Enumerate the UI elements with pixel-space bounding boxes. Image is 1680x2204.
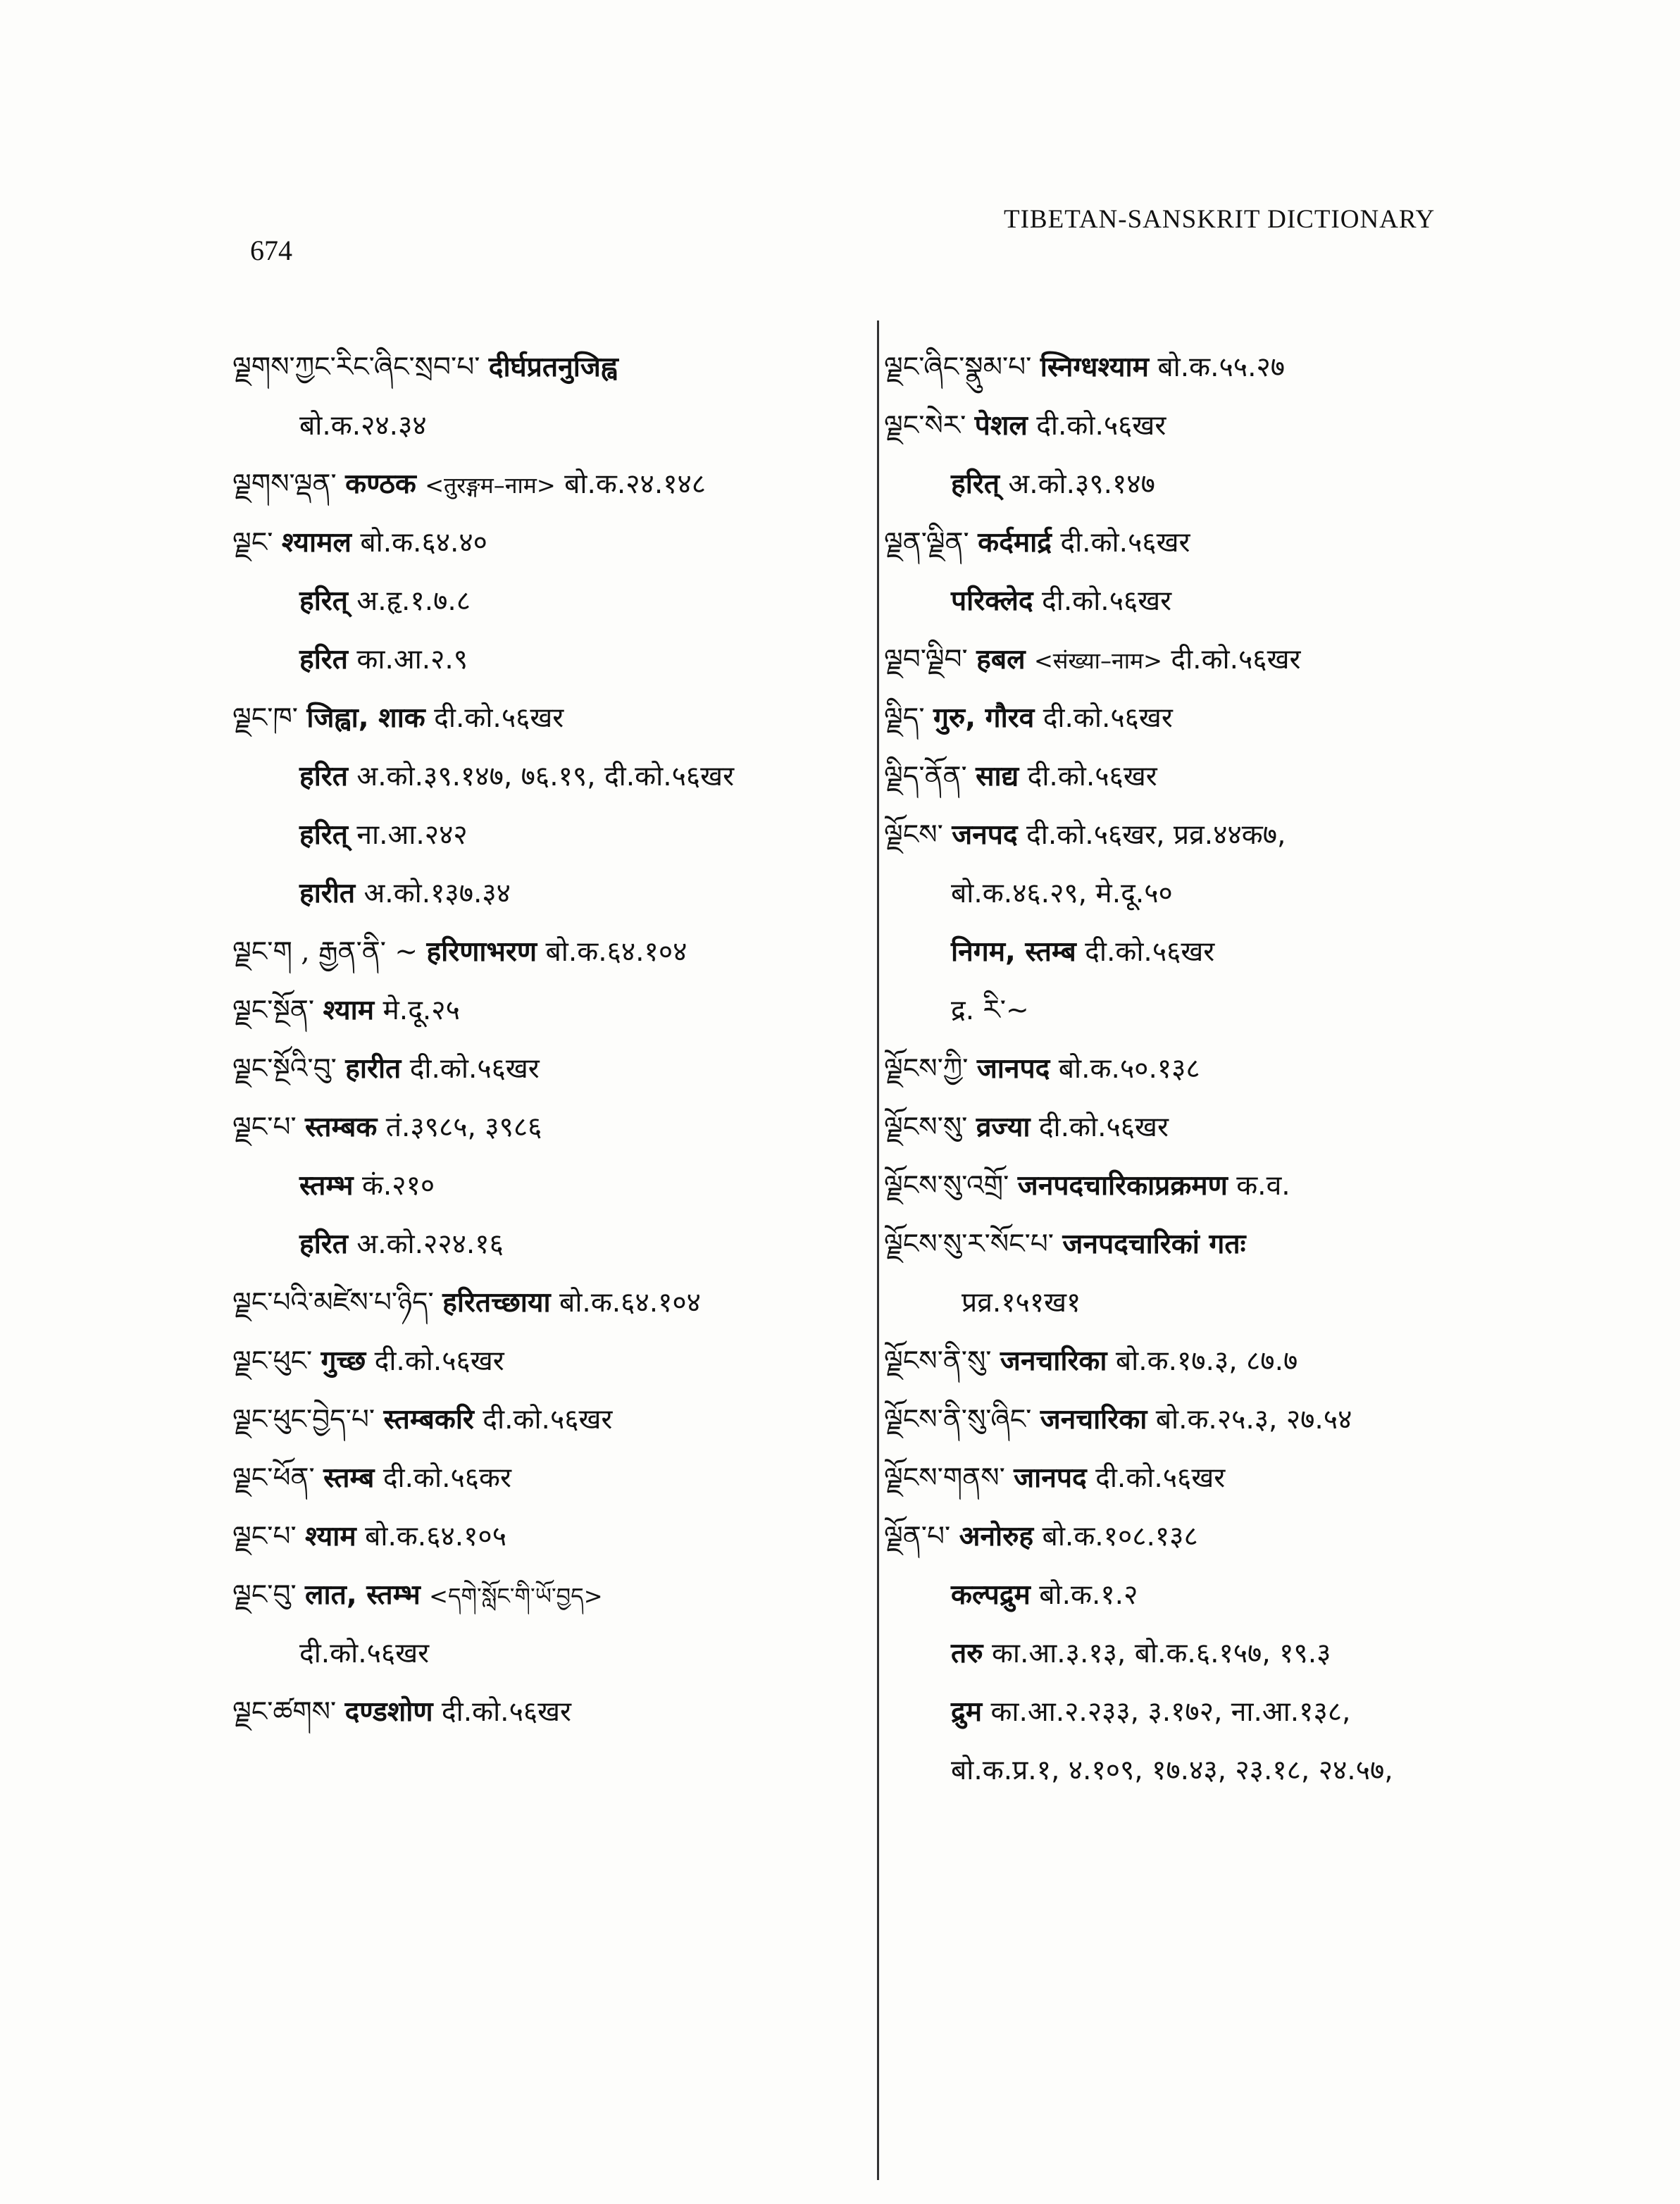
dictionary-entry	[232, 1566, 859, 1624]
entry-reference: बो.क.५०.१३८	[1058, 1053, 1200, 1085]
sanskrit-equivalent: दण्डशोण	[344, 1696, 433, 1728]
tibetan-headword: ལྗོངས་ཀྱི་	[884, 1053, 969, 1085]
sanskrit-equivalent: हरिणाभरण	[426, 936, 537, 968]
entry-reference: बो.क.१.२	[1039, 1579, 1138, 1611]
entry-reference: का.आ.३.१३, बो.क.६.१५७, १९.३	[991, 1638, 1331, 1669]
dictionary-entry	[232, 981, 859, 1040]
dictionary-entry	[232, 1040, 859, 1098]
sanskrit-equivalent: गुरु, गौरव	[933, 702, 1035, 734]
tibetan-headword: ལྗིད་ནོན་	[884, 761, 967, 792]
sanskrit-equivalent: हरित	[299, 761, 348, 792]
entry-reference: ना.आ.२४२	[356, 819, 468, 851]
entry-reference: मे.दू.२५	[382, 995, 460, 1026]
entry-reference: बो.क.६४.१०४	[545, 936, 687, 968]
entry-note: <དགེ་སློང་གི་ཡོ་བྱད>	[429, 1583, 603, 1610]
sanskrit-equivalent: स्तम्भ	[299, 1170, 354, 1202]
sanskrit-equivalent: स्तम्ब	[323, 1462, 375, 1494]
entry-reference: दी.को.५६खर	[1171, 644, 1301, 675]
entry-reference: बो.क.६४.१०४	[559, 1287, 701, 1319]
dictionary-entry	[884, 1040, 1645, 1098]
sanskrit-equivalent: दीर्घप्रतनुजिह्व	[488, 351, 618, 383]
dictionary-entry	[884, 1566, 1645, 1624]
dictionary-entry	[884, 1624, 1645, 1683]
sanskrit-equivalent: हरित	[299, 1228, 348, 1260]
tibetan-headword: ལྗང་	[232, 527, 273, 559]
tibetan-headword: ལྗང་ག , རྒྱན་ནི་ ~	[232, 936, 418, 968]
dictionary-entry	[884, 572, 1645, 630]
entry-reference: कं.२१०	[361, 1170, 435, 1202]
sanskrit-equivalent: हबल	[976, 644, 1026, 675]
dictionary-entry	[884, 1274, 1645, 1332]
sanskrit-equivalent: द्रुम	[951, 1696, 983, 1728]
dictionary-entry	[232, 1215, 859, 1274]
entry-reference: दी.को.५६खर	[1042, 585, 1172, 617]
entry-reference: दी.को.५६खर	[1085, 936, 1215, 968]
entry-reference: का.आ.२.९	[356, 644, 468, 675]
entry-reference: दी.को.५६खर	[434, 702, 564, 734]
entry-reference: दी.को.५६खर	[1095, 1462, 1226, 1494]
dictionary-entry	[884, 1157, 1645, 1215]
entry-reference: दी.को.५६खर	[441, 1696, 571, 1728]
tibetan-headword: ལྗགས་ལྡན་	[232, 468, 337, 500]
sanskrit-equivalent: जानपद	[1014, 1462, 1087, 1494]
tibetan-headword: ལྗང་བུ་	[232, 1579, 297, 1611]
sanskrit-equivalent: स्तम्बक	[305, 1112, 378, 1143]
entry-reference: अ.हृ.१.७.८	[356, 585, 471, 617]
entry-reference: का.आ.२.२३३, ३.१७२, ना.आ.१३८,	[990, 1696, 1351, 1728]
sanskrit-equivalent: जानपद	[976, 1053, 1050, 1085]
tibetan-headword: ལྗོངས་ནི་སུ་ཞིང་	[884, 1404, 1032, 1436]
dictionary-entry	[884, 338, 1645, 397]
dictionary-entry	[884, 397, 1645, 455]
tibetan-headword: ལྗོངས་སུ་འགྲོ་	[884, 1170, 1009, 1202]
dictionary-entry	[232, 1507, 859, 1566]
tibetan-headword: ལྗང་སྔོན་	[232, 995, 315, 1026]
sanskrit-equivalent: लात, स्तम्भ	[305, 1579, 421, 1611]
entry-reference: बो.क.६४.१०५	[365, 1521, 506, 1552]
sanskrit-equivalent: हरित्	[299, 585, 348, 617]
dictionary-entry	[232, 397, 859, 455]
sanskrit-equivalent: व्रज्या	[976, 1112, 1031, 1143]
tibetan-headword: ལྗོངས་སུ་ར་སོང་པ་	[884, 1228, 1054, 1260]
entry-reference: दी.को.५६खर	[1036, 410, 1166, 442]
sanskrit-equivalent: पेशल	[974, 410, 1028, 442]
dictionary-entry	[232, 923, 859, 981]
entry-reference: बो.क.२४.१४८	[564, 468, 707, 500]
entry-reference: द्र. རི་~	[951, 995, 1029, 1026]
entry-reference: प्रव्र.१५१ख१	[962, 1287, 1081, 1319]
tibetan-headword: ལྗིད་	[884, 702, 925, 734]
dictionary-entry	[232, 1390, 859, 1449]
sanskrit-equivalent: गुच्छ	[321, 1345, 366, 1377]
dictionary-entry	[884, 806, 1645, 864]
dictionary-entry	[884, 981, 1645, 1040]
sanskrit-equivalent: परिक्लेद	[951, 585, 1033, 617]
tibetan-headword: ལྗང་ཕུང་	[232, 1345, 313, 1377]
running-head: TIBETAN-SANSKRIT DICTIONARY	[1004, 205, 1436, 234]
entry-reference: दी.को.५६खर, प्रव्र.४४क७,	[1026, 819, 1286, 851]
entry-reference: क.व.	[1236, 1170, 1290, 1202]
tibetan-headword: ལྗོངས་ནི་སུ་	[884, 1345, 992, 1377]
entry-reference: दी.को.५६खर	[1038, 1112, 1169, 1143]
dictionary-entry	[232, 513, 859, 572]
dictionary-entry	[232, 1332, 859, 1390]
sanskrit-equivalent: कल्पद्रुम	[951, 1579, 1031, 1611]
tibetan-headword: ལྗང་ཕོན་	[232, 1462, 315, 1494]
dictionary-entry	[232, 1624, 859, 1683]
dictionary-entry	[232, 864, 859, 923]
sanskrit-equivalent: श्याम	[305, 1521, 356, 1552]
page-number: 674	[250, 235, 292, 266]
sanskrit-equivalent: जनचारिका	[1000, 1345, 1107, 1377]
entry-reference: अ.को.३९.१४७	[1008, 468, 1155, 500]
sanskrit-equivalent: जनचारिका	[1040, 1404, 1147, 1436]
tibetan-headword: ལྗབ་ལྗིབ་	[884, 644, 968, 675]
dictionary-entry	[884, 747, 1645, 806]
tibetan-headword: ལྗོངས་	[884, 819, 943, 851]
sanskrit-equivalent: हरित्	[299, 819, 348, 851]
entry-reference: बो.क.५५.२७	[1157, 351, 1286, 383]
sanskrit-equivalent: जनपदचारिकां गतः	[1062, 1228, 1246, 1260]
dictionary-entry	[884, 1683, 1645, 1741]
sanskrit-equivalent: हरित्	[951, 468, 1000, 500]
sanskrit-equivalent: निगम, स्तम्ब	[951, 936, 1076, 968]
sanskrit-equivalent: हरितच्छाया	[442, 1287, 551, 1319]
dictionary-entry	[884, 923, 1645, 981]
column-divider	[877, 320, 879, 2180]
sanskrit-equivalent: कर्दमार्द्र	[978, 527, 1052, 559]
entry-reference: दी.को.५६खर	[299, 1638, 430, 1669]
sanskrit-equivalent: स्तम्बकरि	[383, 1404, 474, 1436]
entry-reference: दी.को.५६खर	[1060, 527, 1190, 559]
entry-reference: बो.क.४६.२९, मे.दू.५०	[951, 878, 1173, 909]
dictionary-entry	[232, 1683, 859, 1741]
dictionary-entry	[232, 747, 859, 806]
dictionary-entry	[884, 1449, 1645, 1507]
tibetan-headword: ལྗང་པ་	[232, 1112, 297, 1143]
sanskrit-equivalent: अनोरुह	[959, 1521, 1034, 1552]
tibetan-headword: ལྗང་སྔོའི་བུ་	[232, 1053, 337, 1085]
entry-reference: दी.को.५६खर	[483, 1404, 613, 1436]
entry-reference: दी.को.५६खर	[409, 1053, 540, 1085]
tibetan-headword: ལྗང་ཞིང་སྣུམ་པ་	[884, 351, 1032, 383]
tibetan-headword: ལྗོན་པ་	[884, 1521, 951, 1552]
sanskrit-equivalent: जनपदचारिकाप्रक्रमण	[1017, 1170, 1228, 1202]
entry-reference: बो.क.६४.४०	[360, 527, 487, 559]
sanskrit-equivalent: हारीत	[299, 878, 356, 909]
dictionary-entry	[884, 1098, 1645, 1157]
sanskrit-equivalent: जनपद	[952, 819, 1018, 851]
dictionary-entry	[232, 572, 859, 630]
sanskrit-equivalent: हारीत	[345, 1053, 402, 1085]
sanskrit-equivalent: कण्ठक	[345, 468, 416, 500]
entry-reference: दी.को.५६खर	[374, 1345, 504, 1377]
tibetan-headword: ལྗན་ལྗིན་	[884, 527, 969, 559]
tibetan-headword: ལྗོངས་གནས་	[884, 1462, 1005, 1494]
tibetan-headword: ལྗང་ཚགས་	[232, 1696, 337, 1728]
tibetan-headword: ལྗང་ཕུང་བྱེད་པ་	[232, 1404, 375, 1436]
entry-reference: दी.को.५६कर	[382, 1462, 511, 1494]
dictionary-entry	[884, 455, 1645, 513]
entry-reference: तं.३९८५, ३९८६	[385, 1112, 542, 1143]
entry-reference: बो.क.१०८.१३८	[1042, 1521, 1198, 1552]
sanskrit-equivalent: हरित	[299, 644, 348, 675]
left-column	[232, 338, 859, 1741]
tibetan-headword: ལྗོངས་སུ་	[884, 1112, 968, 1143]
entry-reference: अ.को.२२४.१६	[356, 1228, 504, 1260]
dictionary-entry	[884, 513, 1645, 572]
dictionary-entry	[232, 338, 859, 397]
dictionary-entry	[884, 630, 1645, 689]
entry-reference: बो.क.२५.३, २७.५४	[1155, 1404, 1352, 1436]
dictionary-entry	[232, 1098, 859, 1157]
dictionary-entry	[232, 630, 859, 689]
dictionary-entry	[232, 1449, 859, 1507]
entry-reference: दी.को.५६खर	[1043, 702, 1173, 734]
dictionary-entry	[232, 1157, 859, 1215]
dictionary-entry	[884, 689, 1645, 747]
sanskrit-equivalent: तरु	[951, 1638, 983, 1669]
dictionary-entry	[232, 806, 859, 864]
tibetan-headword: ལྗགས་ཀྱང་རིང་ཞིང་སྲབ་པ་	[232, 351, 480, 383]
dictionary-entry	[232, 455, 859, 513]
tibetan-headword: ལྗང་སེར་	[884, 410, 966, 442]
entry-reference: बो.क.१७.३, ८७.७	[1115, 1345, 1298, 1377]
dictionary-entry	[232, 689, 859, 747]
entry-note: <संख्या–नाम>	[1033, 647, 1162, 674]
dictionary-entry	[884, 1390, 1645, 1449]
entry-note: <तुरङ्गम–नाम>	[425, 472, 556, 499]
dictionary-entry	[884, 1741, 1645, 1800]
sanskrit-equivalent: जिह्वा, शाक	[306, 702, 425, 734]
dictionary-entry	[884, 1215, 1645, 1274]
tibetan-headword: ལྗང་པའི་མཛེས་པ་ཉིད་	[232, 1287, 434, 1319]
dictionary-entry	[884, 1507, 1645, 1566]
right-column	[884, 338, 1645, 1800]
tibetan-headword: ལྗང་པ་	[232, 1521, 297, 1552]
entry-reference: बो.क.२४.३४	[299, 410, 427, 442]
dictionary-entry	[884, 1332, 1645, 1390]
sanskrit-equivalent: श्यामल	[281, 527, 351, 559]
entry-reference: दी.को.५६खर	[1027, 761, 1157, 792]
sanskrit-equivalent: साद्य	[976, 761, 1019, 792]
dictionary-entry	[232, 1274, 859, 1332]
sanskrit-equivalent: स्निग्धश्याम	[1040, 351, 1149, 383]
sanskrit-equivalent: श्याम	[323, 995, 375, 1026]
dictionary-entry	[884, 864, 1645, 923]
entry-reference: बो.क.प्र.१, ४.१०९, १७.४३, २३.१८, २४.५७,	[951, 1755, 1393, 1786]
tibetan-headword: ལྗང་ཁ་	[232, 702, 298, 734]
entry-reference: अ.को.१३७.३४	[363, 878, 511, 909]
entry-reference: अ.को.३९.१४७, ७६.१९, दी.को.५६खर	[356, 761, 735, 792]
